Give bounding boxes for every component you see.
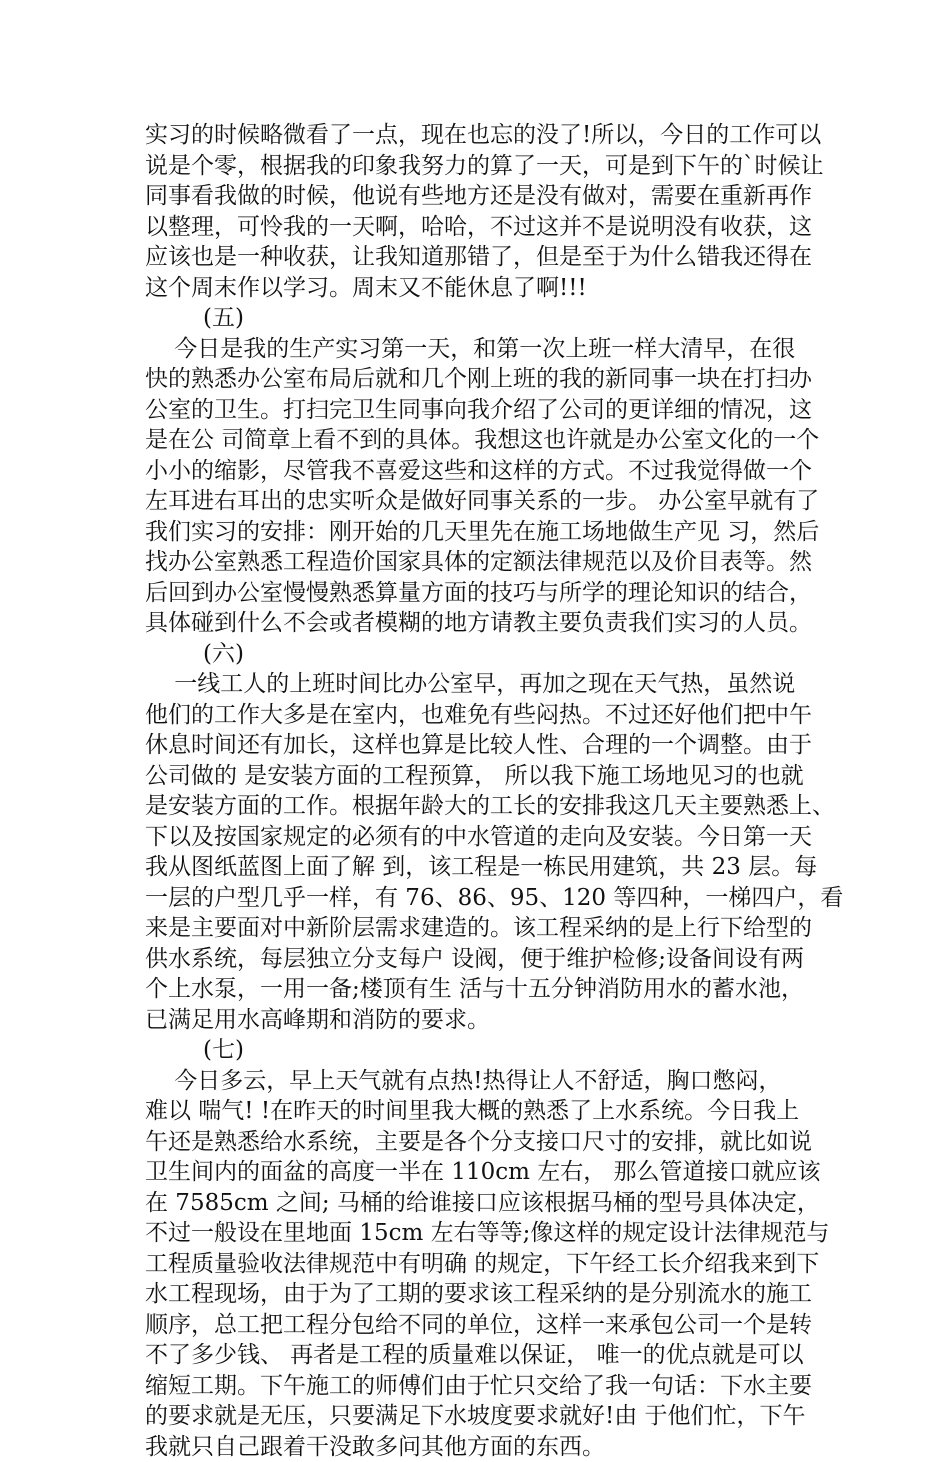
text-line: 是安装方面的工作。根据年龄大的工长的安排我这几天主要熟悉上、 (145, 791, 825, 822)
text-line: 来是主要面对中新阶层需求建造的。该工程采纳的是上行下给型的 (145, 913, 825, 944)
text-line: 难以 喘气! !在昨天的时间里我大概的熟悉了上水系统。今日我上 (145, 1096, 825, 1127)
text-line: 休息时间还有加长，这样也算是比较人性、合理的一个调整。由于 (145, 730, 825, 761)
text-line: 我从图纸蓝图上面了解 到，该工程是一栋民用建筑，共 23 层。每 (145, 852, 825, 883)
text-line: 已满足用水高峰期和消防的要求。 (145, 1005, 825, 1036)
text-line: 下以及按国家规定的必须有的中水管道的走向及安装。今日第一天 (145, 822, 825, 853)
text-line: 实习的时候略微看了一点，现在也忘的没了!所以，今日的工作可以 (145, 120, 825, 151)
text-line: 午还是熟悉给水系统，主要是各个分支接口尺寸的安排，就比如说 (145, 1127, 825, 1158)
text-line: 不过一般设在里地面 15cm 左右等等;像这样的规定设计法律规范与 (145, 1218, 825, 1249)
text-line: 以整理，可怜我的一天啊，哈哈，不过这并不是说明没有收获，这 (145, 212, 825, 243)
text-line: 同事看我做的时候，他说有些地方还是没有做对，需要在重新再作 (145, 181, 825, 212)
text-line: 具体碰到什么不会或者模糊的地方请教主要负责我们实习的人员。 (145, 608, 825, 639)
section-heading: (五) (145, 303, 825, 334)
section-heading: (六) (145, 639, 825, 670)
text-line: 后回到办公室慢慢熟悉算量方面的技巧与所学的理论知识的结合， (145, 578, 825, 609)
text-line: 卫生间内的面盆的高度一半在 110cm 左右， 那么管道接口就应该 (145, 1157, 825, 1188)
text-line: 公室的卫生。打扫完卫生同事向我介绍了公司的更详细的情况，这 (145, 395, 825, 426)
text-line: 的要求就是无压，只要满足下水坡度要求就好!由 于他们忙，下午 (145, 1401, 825, 1432)
text-line: 找办公室熟悉工程造价国家具体的定额法律规范以及价目表等。然 (145, 547, 825, 578)
text-line: 缩短工期。下午施工的师傅们由于忙只交给了我一句话：下水主要 (145, 1371, 825, 1402)
text-line: 这个周末作以学习。周末又不能休息了啊!!! (145, 273, 825, 304)
text-line: 左耳进右耳出的忠实听众是做好同事关系的一步。 办公室早就有了 (145, 486, 825, 517)
text-line: 我们实习的安排：刚开始的几天里先在施工场地做生产见 习，然后 (145, 517, 825, 548)
text-line: 水工程现场，由于为了工期的要求该工程采纳的是分别流水的施工 (145, 1279, 825, 1310)
text-line: 一层的户型几乎一样，有 76、86、95、120 等四种，一梯四户，看 (145, 883, 825, 914)
document-body (145, 120, 825, 1462)
text-line: 顺序，总工把工程分包给不同的单位，这样一来承包公司一个是转 (145, 1310, 825, 1341)
text-line: 供水系统，每层独立分支每户 设阀，便于维护检修;设备间设有两 (145, 944, 825, 975)
text-line: 不了多少钱、 再者是工程的质量难以保证， 唯一的优点就是可以 (145, 1340, 825, 1371)
text-line: 我就只自己跟着干没敢多问其他方面的东西。 (145, 1432, 825, 1462)
text-line: 今日多云，早上天气就有点热!热得让人不舒适，胸口憋闷， (145, 1066, 825, 1097)
text-line: 工程质量验收法律规范中有明确 的规定，下午经工长介绍我来到下 (145, 1249, 825, 1280)
text-line: 他们的工作大多是在室内，也难免有些闷热。不过还好他们把中午 (145, 700, 825, 731)
text-line: 应该也是一种收获，让我知道那错了，但是至于为什么错我还得在 (145, 242, 825, 273)
text-line: 在 7585cm 之间; 马桶的给谁接口应该根据马桶的型号具体决定， (145, 1188, 825, 1219)
text-line: 小小的缩影，尽管我不喜爱这些和这样的方式。不过我觉得做一个 (145, 456, 825, 487)
text-line: 公司做的 是安装方面的工程预算， 所以我下施工场地见习的也就 (145, 761, 825, 792)
text-line: 快的熟悉办公室布局后就和几个刚上班的我的新同事一块在打扫办 (145, 364, 825, 395)
text-line: 今日是我的生产实习第一天，和第一次上班一样大清早，在很 (145, 334, 825, 365)
text-line: 一线工人的上班时间比办公室早，再加之现在天气热，虽然说 (145, 669, 825, 700)
text-line: 是在公 司简章上看不到的具体。我想这也许就是办公室文化的一个 (145, 425, 825, 456)
text-line: 说是个零，根据我的印象我努力的算了一天，可是到下午的`时候让 (145, 151, 825, 182)
section-heading: (七) (145, 1035, 825, 1066)
text-line: 个上水泵，一用一备;楼顶有生 活与十五分钟消防用水的蓄水池， (145, 974, 825, 1005)
